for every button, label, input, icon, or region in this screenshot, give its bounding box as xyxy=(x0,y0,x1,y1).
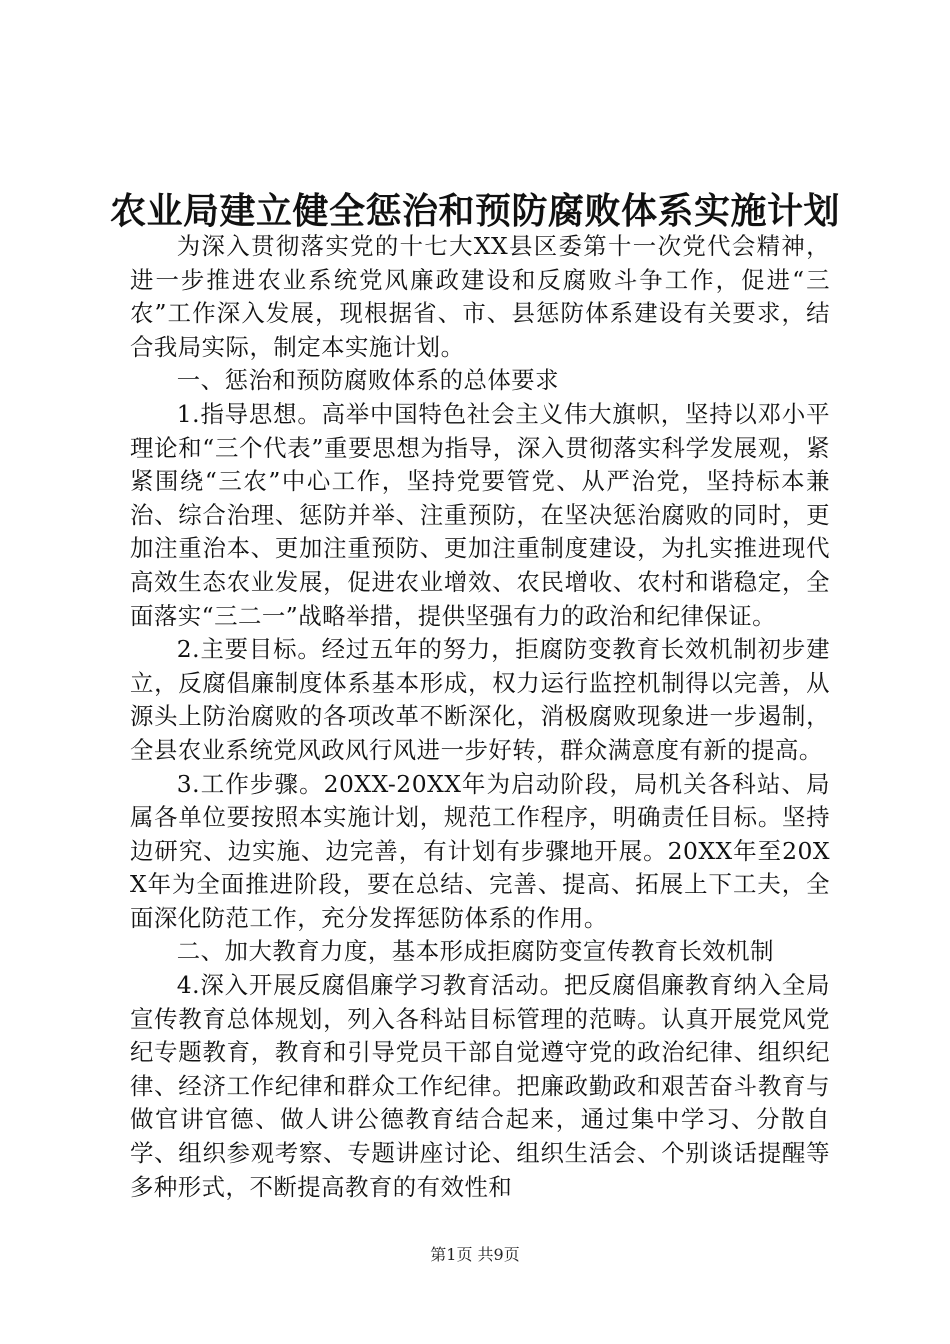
page-number-footer: 第1页 共9页 xyxy=(430,1245,520,1264)
paragraph-work-steps: 3.工作步骤。20XX-20XX年为启动阶段，局机关各科站、局属各单位要按照本实施计划，规范工作程序，明确责任目标。坚持边研究、边实施、边完善，有计划有步骤地开展。20XX年至20XX年为全面推进阶段，要在总结、完善、提高、拓展上下工夫，全面深化防范工作，充分发挥惩防体系的作用。 xyxy=(130,769,830,932)
paragraph-guiding-thought: 1.指导思想。高举中国特色社会主义伟大旗帜，坚持以邓小平理论和“三个代表”重要思想为指导，深入贯彻落实科学发展观，紧紧围绕“三农”中心工作，坚持党要管党、从严治党，坚持标本兼治、综合治理、惩防并举、注重预防，在坚决惩治腐败的同时，更加注重治本、更加注重预防、更加注重制度建设，为扎实推进现代高效生态农业发展，促进农业增效、农民增收、农村和谐稳定，全面落实“三二一”战略举措，提供坚强有力的政治和纪律保证。 xyxy=(130,399,830,630)
paragraph-main-goals: 2.主要目标。经过五年的努力，拒腐防变教育长效机制初步建立，反腐倡廉制度体系基本形成，权力运行监控机制得以完善，从源头上防治腐败的各项改革不断深化，消极腐败现象进一步遏制，全县农业系统党风政风行风进一步好转，群众满意度有新的提高。 xyxy=(130,635,830,764)
document-title: 农业局建立健全惩治和预防腐败体系实施计划 xyxy=(109,190,840,232)
section-heading-2: 二、加大教育力度，基本形成拒腐防变宣传教育长效机制 xyxy=(176,937,775,966)
paragraph-education-activities: 4.深入开展反腐倡廉学习教育活动。把反腐倡廉教育纳入全局宣传教育总体规划，列入各科站目标管理的范畴。认真开展党风党纪专题教育，教育和引导党员干部自觉遵守党的政治纪律、组织纪律、经济工作纪律和群众工作纪律。把廉政勤政和艰苦奋斗教育与做官讲官德、做人讲公德教育结合起来，通过集中学习、分散自学、组织参观考察、专题讲座讨论、组织生活会、个别谈话提醒等多种形式，不断提高教育的有效性和 xyxy=(130,971,830,1201)
paragraph-intro: 为深入贯彻落实党的十七大XX县区委第十一次党代会精神，进一步推进农业系统党风廉政建设和反腐败斗争工作，促进“三农”工作深入发展，现根据省、市、县惩防体系建设有关要求，结合我局实际，制定本实施计划。 xyxy=(130,232,830,361)
section-heading-1: 一、惩治和预防腐败体系的总体要求 xyxy=(176,366,560,395)
document-body xyxy=(130,230,830,1204)
